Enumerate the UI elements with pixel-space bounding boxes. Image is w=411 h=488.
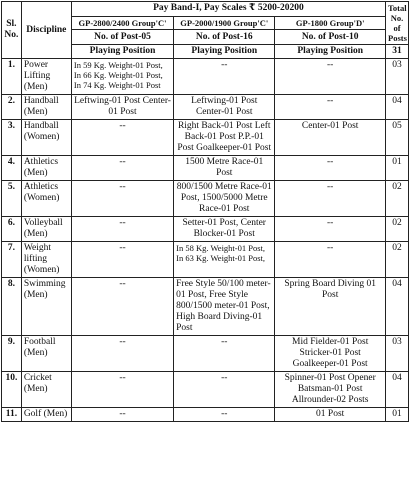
group-2-posts: No. of Post-16 (174, 30, 275, 45)
group-1-cell: -- (71, 408, 173, 422)
total-cell: 01 (386, 408, 409, 422)
total-header: Total No. of Posts (386, 2, 409, 45)
total-cell: 03 (386, 336, 409, 372)
group-3-cell: -- (275, 59, 386, 95)
group-1-posts: No. of Post-05 (71, 30, 173, 45)
total-cell: 04 (386, 278, 409, 336)
discipline-cell: Volleyball (Men) (21, 217, 71, 242)
group-1-position: Playing Position (71, 45, 173, 59)
table-row (2, 181, 409, 217)
total-count: 31 (386, 45, 409, 59)
table-row (2, 278, 409, 336)
discipline-cell: Power Lifting (Men) (21, 59, 71, 95)
discipline-cell: Athletics (Women) (21, 181, 71, 217)
group-1-cell: -- (71, 278, 173, 336)
sl-cell: 7. (2, 242, 22, 278)
table-row (2, 120, 409, 156)
group-2-name: GP-2000/1900 Group'C' (174, 16, 275, 30)
group-1-cell: -- (71, 181, 173, 217)
group-3-position: Playing Position (275, 45, 386, 59)
table-row (2, 336, 409, 372)
discipline-cell: Weight lifting (Women) (21, 242, 71, 278)
table-row (2, 372, 409, 408)
group-1-cell: -- (71, 217, 173, 242)
discipline-cell: Cricket (Men) (21, 372, 71, 408)
group-2-position: Playing Position (174, 45, 275, 59)
recruitment-table (1, 1, 409, 422)
group-3-cell: Spinner-01 Post Opener Batsman-01 Post Allrounder-02 Posts (275, 372, 386, 408)
group-3-cell: -- (275, 95, 386, 120)
total-cell: 02 (386, 217, 409, 242)
group-3-cell: Mid Fielder-01 Post Stricker-01 Post Goalkeeper-01 Post (275, 336, 386, 372)
group-3-posts: No. of Post-10 (275, 30, 386, 45)
sl-cell: 11. (2, 408, 22, 422)
group-3-cell: -- (275, 181, 386, 217)
table-row (2, 95, 409, 120)
group-2-cell: Right Back-01 Post Left Back-01 Post P.P.-01 Post Goalkeeper-01 Post (174, 120, 275, 156)
total-cell: 03 (386, 59, 409, 95)
sl-cell: 8. (2, 278, 22, 336)
group-2-cell: -- (174, 59, 275, 95)
total-cell: 05 (386, 120, 409, 156)
sl-cell: 9. (2, 336, 22, 372)
sl-cell: 4. (2, 156, 22, 181)
sl-cell: 2. (2, 95, 22, 120)
discipline-cell: Handball (Men) (21, 95, 71, 120)
group-3-cell: -- (275, 217, 386, 242)
group-2-cell: 1500 Metre Race-01 Post (174, 156, 275, 181)
group-2-cell: -- (174, 372, 275, 408)
sl-cell: 6. (2, 217, 22, 242)
group-3-name: GP-1800 Group'D' (275, 16, 386, 30)
discipline-header: Discipline (21, 2, 71, 59)
group-2-cell: Free Style 50/100 meter-01 Post, Free Style 800/1500 meter-01 Post, High Board Diving-01 Post (174, 278, 275, 336)
group-2-cell: 800/1500 Metre Race-01 Post, 1500/5000 Metre Race-01 Post (174, 181, 275, 217)
discipline-cell: Athletics (Men) (21, 156, 71, 181)
table-row (2, 242, 409, 278)
group-1-cell: -- (71, 120, 173, 156)
group-1-name: GP-2800/2400 Group'C' (71, 16, 173, 30)
sl-cell: 10. (2, 372, 22, 408)
sl-cell: 5. (2, 181, 22, 217)
table-row (2, 408, 409, 422)
discipline-cell: Handball (Women) (21, 120, 71, 156)
table-row (2, 59, 409, 95)
group-1-cell: In 59 Kg. Weight-01 Post, In 66 Kg. Weight-01 Post, In 74 Kg. Weight-01 Post (71, 59, 173, 95)
group-3-cell: Spring Board Diving 01 Post (275, 278, 386, 336)
group-2-cell: Setter-01 Post, Center Blocker-01 Post (174, 217, 275, 242)
group-2-cell: -- (174, 336, 275, 372)
group-1-cell: -- (71, 372, 173, 408)
group-2-cell: In 58 Kg. Weight-01 Post, In 63 Kg. Weight-01 Post, (174, 242, 275, 278)
table-row (2, 156, 409, 181)
group-1-cell: -- (71, 156, 173, 181)
group-1-cell: Leftwing-01 Post Center-01 Post (71, 95, 173, 120)
group-3-cell: -- (275, 156, 386, 181)
discipline-cell: Swimming (Men) (21, 278, 71, 336)
sl-cell: 1. (2, 59, 22, 95)
group-2-cell: -- (174, 408, 275, 422)
discipline-cell: Golf (Men) (21, 408, 71, 422)
total-cell: 02 (386, 181, 409, 217)
discipline-cell: Football (Men) (21, 336, 71, 372)
pay-band-header: Pay Band-I, Pay Scales ₹ 5200-20200 (71, 2, 385, 17)
total-cell: 02 (386, 242, 409, 278)
group-1-cell: -- (71, 336, 173, 372)
group-1-cell: -- (71, 242, 173, 278)
group-3-cell: Center-01 Post (275, 120, 386, 156)
group-3-cell: -- (275, 242, 386, 278)
total-cell: 04 (386, 95, 409, 120)
sl-no-header: Sl. No. (2, 2, 22, 59)
group-2-cell: Leftwing-01 Post Center-01 Post (174, 95, 275, 120)
table-row (2, 217, 409, 242)
total-cell: 01 (386, 156, 409, 181)
group-3-cell: 01 Post (275, 408, 386, 422)
sl-cell: 3. (2, 120, 22, 156)
total-cell: 04 (386, 372, 409, 408)
